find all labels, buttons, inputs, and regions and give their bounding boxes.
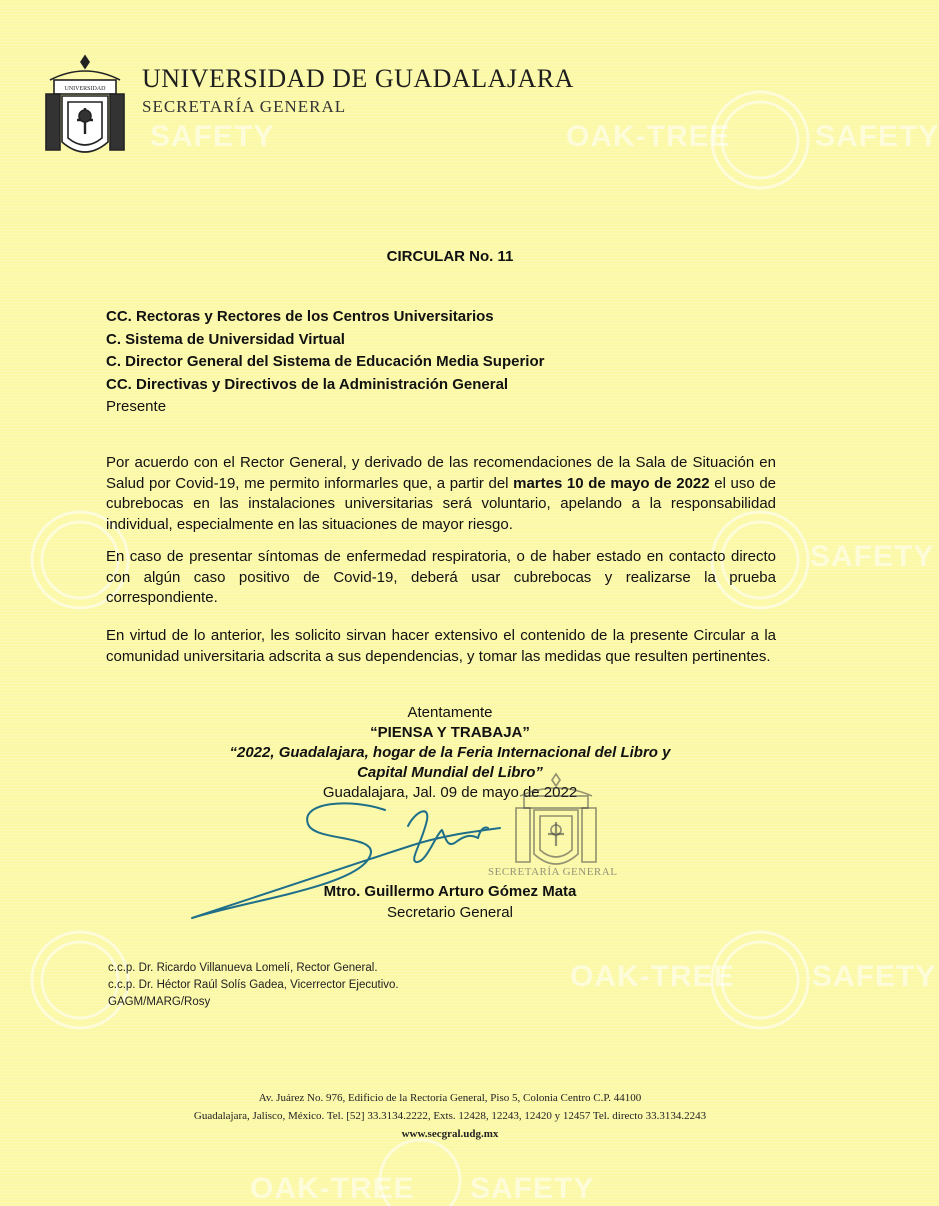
watermark-label: SAFETY	[812, 960, 937, 993]
footer-contact-line: Guadalajara, Jalisco, México. Tel. [52] 33.3134.2222, Exts. 12428, 12243, 12420 y 12457 Tel. directo 33.3134.2243	[193, 1110, 707, 1122]
watermark-label: OAK-TREE	[566, 120, 731, 153]
watermark-label: SAFETY	[470, 1172, 595, 1205]
watermark-label: SAFETY	[815, 120, 939, 153]
footer-website: www.secgral.udg.mx	[401, 1128, 499, 1140]
addressee-line: C. Director General del Sistema de Educación Media Superior	[106, 353, 545, 370]
place-date: Guadalajara, Jal. 09 de mayo de 2022	[322, 784, 578, 801]
carbon-copy-list	[108, 960, 399, 1011]
signoff-block	[120, 703, 780, 803]
effective-date: martes 10 de mayo de 2022	[513, 474, 710, 492]
cc-line: GAGM/MARG/Rosy	[108, 996, 211, 1008]
svg-text:UNIVERSIDAD: UNIVERSIDAD	[64, 86, 106, 92]
watermark-label: SAFETY	[150, 120, 275, 153]
seal-label: SECRETARÍA GENERAL	[488, 866, 618, 878]
watermark-label: OAK-TREE	[570, 960, 735, 993]
year-quote-line: “2022, Guadalajara, hogar de la Feria Internacional del Libro y	[229, 744, 671, 761]
closing: Atentamente	[407, 704, 493, 721]
paragraph-text: Por acuerdo con el Rector General, y derivado de las recomendaciones de la Sala de Situación en Salud por Covid-19, me permito informarles que, a partir del	[106, 454, 776, 492]
cc-line: c.c.p. Dr. Héctor Raúl Solís Gadea, Vicerrector Ejecutivo.	[108, 979, 399, 991]
letterhead	[40, 50, 860, 190]
signer-block	[120, 881, 780, 923]
official-seal-icon	[506, 770, 606, 880]
department-name: SECRETARÍA GENERAL	[142, 97, 347, 116]
cc-line: c.c.p. Dr. Ricardo Villanueva Lomelí, Rector General.	[108, 962, 378, 974]
paragraph-text: el uso de cubrebocas en las instalaciones universitarias será voluntario, apelando a la responsabilidad individual, especialmente en las situaciones de mayor riesgo.	[106, 474, 776, 533]
body-paragraph: En caso de presentar síntomas de enfermedad respiratoria, o de haber estado en contacto directo con algún caso positivo de Covid-19, deberá usar cubrebocas y realizarse la prueba correspondiente.	[106, 548, 776, 606]
university-crest-icon	[40, 50, 130, 170]
year-quote-line: Capital Mundial del Libro”	[357, 764, 543, 781]
motto: “PIENSA Y TRABAJA”	[370, 724, 530, 741]
addressee-block	[106, 306, 806, 419]
salutation: Presente	[106, 398, 167, 415]
addressee-line: CC. Rectoras y Rectores de los Centros Universitarios	[106, 308, 494, 325]
body-paragraph: En virtud de lo anterior, les solicito sirvan hacer extensivo el contenido de la presente Circular a la comunidad universitaria adscrita a sus dependencias, y tomar las medidas que resulten pertinentes.	[106, 627, 776, 665]
footer-address	[0, 1089, 900, 1143]
signer-title: Secretario General	[387, 904, 513, 921]
signer-name: Mtro. Guillermo Arturo Gómez Mata	[323, 883, 577, 900]
body-paragraph	[106, 453, 776, 535]
circular-title: CIRCULAR No. 11	[386, 248, 514, 265]
watermark-label: SAFETY	[810, 540, 935, 573]
footer-address-line: Av. Juárez No. 976, Edificio de la Rectoría General, Piso 5, Colonia Centro C.P. 44100	[258, 1092, 642, 1104]
watermark-label: OAK-TREE	[250, 1172, 415, 1205]
addressee-line: C. Sistema de Universidad Virtual	[106, 330, 345, 348]
addressee-line: CC. Directivas y Directivos de la Administración General	[106, 375, 509, 393]
university-name: UNIVERSIDAD DE GUADALAJARA	[142, 64, 574, 93]
